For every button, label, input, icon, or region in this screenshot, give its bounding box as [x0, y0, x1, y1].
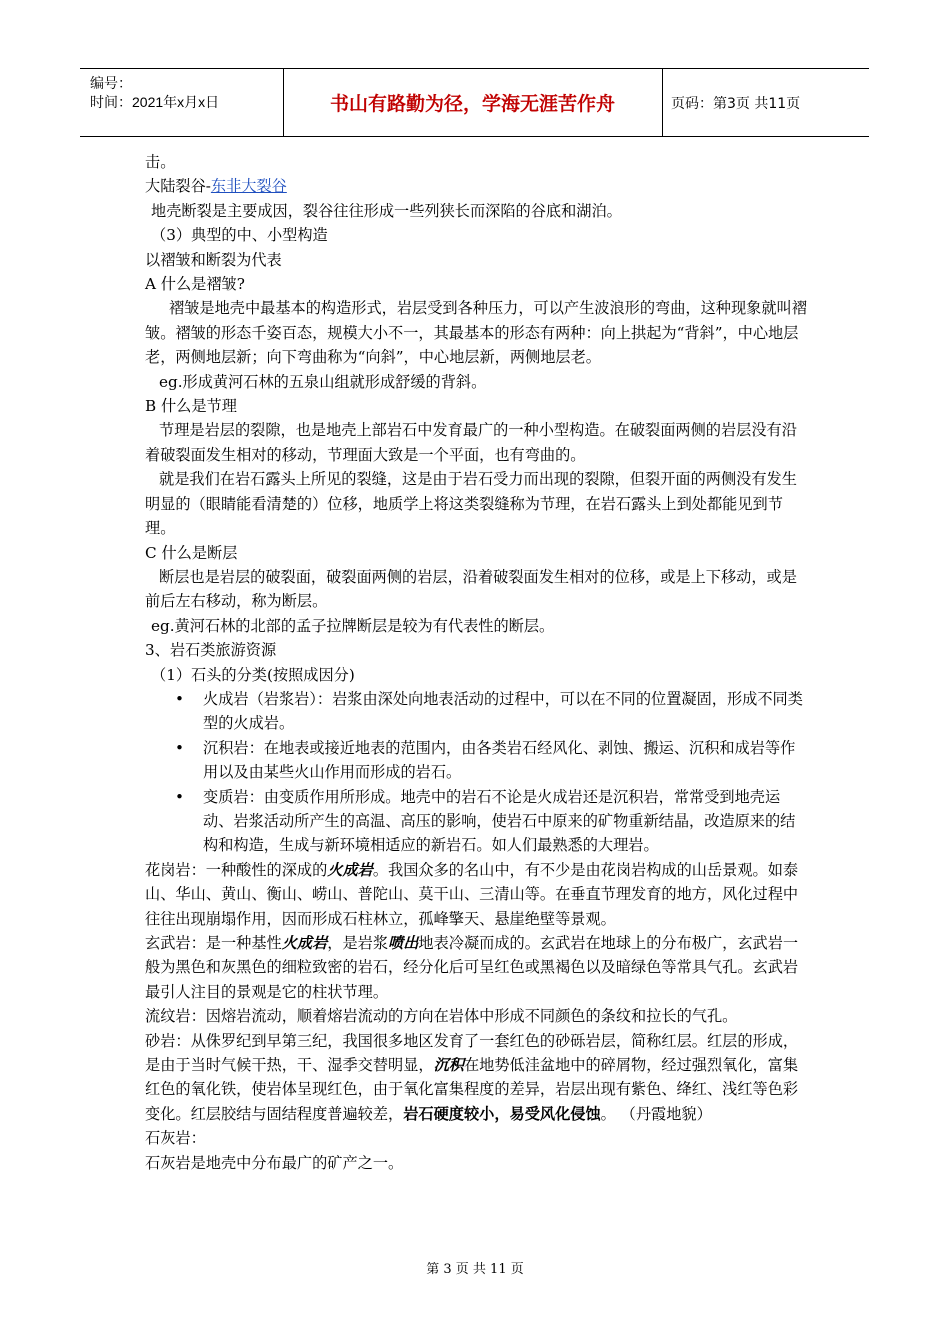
paragraph: 断层也是岩层的破裂面，破裂面两侧的岩层，沿着破裂面发生相对的位移，或是上下移动，或是前后左右移动，称为断层。 — [145, 567, 797, 611]
list-item — [145, 687, 810, 736]
text: ，是岩浆 — [327, 934, 388, 952]
list-item — [145, 736, 810, 785]
time-label: 时间：2021年x月x日 — [90, 94, 220, 110]
text: 大陆裂谷- — [145, 177, 211, 196]
heading-c: C 什么是断层 — [145, 543, 238, 562]
bullet-icon: • — [175, 689, 184, 708]
paragraph: eg.形成黄河石林的五泉山组就形成舒缓的背斜。 — [159, 372, 487, 391]
header-page-label: 页码：第3页 共11页 — [671, 95, 801, 112]
text: 。 （丹霞地貌） — [600, 1104, 712, 1123]
heading-b: B 什么是节理 — [145, 397, 237, 416]
paragraph: 流纹岩：因熔岩流动，顺着熔岩流动的方向在岩体中形成不同颜色的条纹和拉长的气孔。 — [145, 1007, 738, 1026]
paragraph: 地壳断裂是主要成因，裂谷往往形成一些列狭长而深陷的谷底和湖泊。 — [151, 201, 622, 220]
east-africa-rift-link[interactable]: 东非大裂谷 — [210, 177, 287, 196]
heading-a: A 什么是褶皱? — [145, 275, 245, 294]
paragraph: 击。 — [145, 153, 176, 171]
bullet-icon: • — [175, 738, 184, 757]
page-header — [80, 68, 869, 137]
header-motto: 书山有路勤为径，学海无涯苦作舟 — [283, 69, 663, 136]
bold-text: 岩石硬度较小，易受风化侵蚀 — [403, 1104, 601, 1123]
paragraph — [145, 931, 810, 1004]
paragraph: （3）典型的中、小型构造 — [151, 226, 328, 245]
emphasis: 沉积 — [433, 1056, 464, 1075]
list-item — [145, 785, 810, 858]
page-footer: 第 3 页 共 11 页 — [426, 1262, 524, 1277]
list-item-text: 火成岩（岩浆岩）：岩浆由深处向地表活动的过程中，可以在不同的位置凝固，形成不同类型的火成岩。 — [203, 689, 803, 733]
emphasis: 喷出 — [388, 934, 419, 952]
text: 在地势低洼盆地中的碎屑物，经过强烈氧化，富集红色的氧化铁，使岩体呈现红色，由于氧化富集程度的差异，岩层出现有紫色、绛红、浅红等色彩变化。红层胶结与固结程度普遍较差， — [145, 1056, 799, 1123]
paragraph: 石灰岩： — [145, 1129, 206, 1148]
list-item-text: 沉积岩：在地表或接近地表的范围内，由各类岩石经风化、剥蚀、搬运、沉积和成岩等作用以及由某些火山作用而形成的岩石。 — [203, 738, 796, 782]
header-meta — [80, 69, 284, 136]
text: 地表冷凝而成的。玄武岩在地球上的分布极广，玄武岩一般为黑色和灰黑色的细粒致密的岩石，经分化后可呈红色或黑褐色以及暗绿色等常具气孔。玄武岩最引人注目的景观是它的柱状节理。 — [145, 934, 799, 1001]
text: 砂岩：从侏罗纪到早第三纪，我国很多地区发育了一套红色的砂砾岩层，简称红层。红层的形成，是由于当时气候干热，干、湿季交替明显， — [145, 1031, 799, 1075]
paragraph: 就是我们在岩石露头上所见的裂缝，这是由于岩石受力而出现的裂隙，但裂开面的两侧没有发生明显的（眼睛能看清楚的）位移，地质学上将这类裂缝称为节理，在岩石露头上到处都能见到节理。 — [145, 470, 797, 538]
text: 玄武岩：是一种基性 — [145, 934, 282, 952]
section-heading: 3、岩石类旅游资源 — [145, 641, 277, 660]
paragraph: 石灰岩是地壳中分布最广的矿产之一。 — [145, 1153, 404, 1172]
emphasis: 火成岩 — [281, 934, 328, 952]
paragraph: eg.黄河石林的北部的孟子拉牌断层是较为有代表性的断层。 — [151, 616, 555, 635]
emphasis: 火成岩 — [327, 860, 373, 879]
document-body — [145, 150, 810, 1175]
paragraph — [145, 858, 810, 931]
paragraph: 节理是岩层的裂隙，也是地壳上部岩石中发育最广的一种小型构造。在破裂面两侧的岩层没有沿着破裂面发生相对的移动，节理面大致是一个平面，也有弯曲的。 — [145, 421, 797, 464]
paragraph — [145, 174, 810, 198]
text: 花岗岩：一种酸性的深成的 — [145, 860, 328, 879]
paragraph — [145, 1029, 810, 1127]
bullet-icon: • — [175, 787, 184, 806]
number-label: 编号： — [90, 75, 132, 91]
paragraph: 褶皱是地壳中最基本的构造形式，岩层受到各种压力，可以产生波浪形的弯曲，这种现象就叫褶皱。褶皱的形态千姿百态，规模大小不一，其最基本的形态有两种：向上拱起为“背斜”，中心地层老，两侧地层新；向下弯曲称为“向斜”，中心地层新，两侧地层老。 — [145, 299, 807, 367]
subsection-heading: （1）石头的分类(按照成因分) — [151, 665, 355, 684]
paragraph: 以褶皱和断裂为代表 — [145, 250, 282, 269]
text: 。我国众多的名山中，有不少是由花岗岩构成的山岳景观。如泰山、华山、黄山、衡山、崂山、普陀山、莫干山、三清山等。在垂直节理发育的地方，风化过程中往往出现崩塌作用，因而形成石柱林立，孤峰擎天、悬崖绝壁等景观。 — [145, 860, 799, 928]
list-item-text: 变质岩：由变质作用所形成。地壳中的岩石不论是火成岩还是沉积岩，常常受到地壳运动、岩浆活动所产生的高温、高压的影响，使岩石中原来的矿物重新结晶，改造原来的结构和构造，生成与新环境相适应的新岩石。如人们最熟悉的大理岩。 — [203, 787, 796, 855]
